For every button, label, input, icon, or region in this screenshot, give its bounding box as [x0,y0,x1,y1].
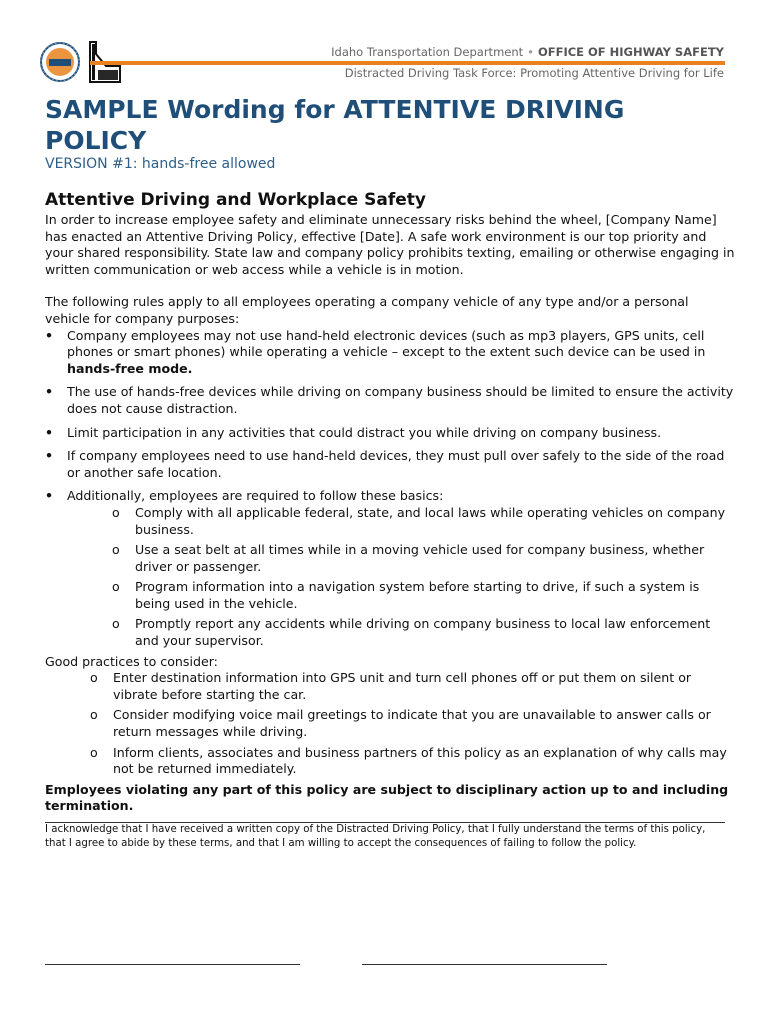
section-heading: Attentive Driving and Workplace Safety [45,190,426,210]
header-department-line [331,45,724,59]
good-practice-item: o Inform clients, associates and business partners of this policy as an explanation of why calls may not be returned immediately. [90,745,735,778]
rules-intro: The following rules apply to all employees operating a company vehicle of any type and/or a personal vehicle for company purposes: [45,294,689,326]
good-practices-label: Good practices to consider: [45,653,218,669]
rule-item: • If company employees need to use hand-held devices, they must pull over safely to the side of the road or another safe location. [45,448,735,481]
basics-item: o Comply with all applicable federal, state, and local laws while operating vehicles on company business. [112,505,735,538]
rule-text: Company employees may not use hand-held electronic devices (such as mp3 players, GPS units, cell phones or smart phones) while operating a vehicle – except to the extent such device can be used in [67,327,706,360]
policy-body [45,212,735,851]
header-accent-bar [90,61,725,65]
office-name: OFFICE OF HIGHWAY SAFETY [537,45,724,59]
page-header [0,0,770,90]
signature-line [45,964,300,965]
page-title: SAMPLE Wording for ATTENTIVE DRIVING POLICY [45,95,625,155]
rule-item: • Limit participation in any activities that could distract you while driving on company business. [45,425,735,442]
date-line [362,964,607,965]
rule-item [45,488,735,649]
basics-list [67,505,735,650]
basics-item: o Promptly report any accidents while driving on company business to local law enforcement and your supervisor. [112,616,735,649]
rule-text: Additionally, employees are required to follow these basics: [67,488,444,504]
department-name: Idaho Transportation Department [331,45,524,59]
good-practices-list [45,670,735,778]
header-separator: • [527,45,534,59]
itd-seal-logo-icon [41,43,79,81]
disciplinary-warning: Employees violating any part of this policy are subject to disciplinary action up to and including termination. [45,781,729,814]
acknowledgement-text: I acknowledge that I have received a written copy of the Distracted Driving Policy, that I fully understand the terms of this policy, that I agree to abide by these terms, and that I am willing to accept the consequences of failing to follow the policy. [45,824,706,849]
version-subtitle: VERSION #1: hands-free allowed [45,156,276,172]
basics-item: o Use a seat belt at all times while in a moving vehicle used for company business, whether driver or passenger. [112,542,735,575]
rule-item [45,328,735,378]
rules-list [45,328,735,650]
good-practice-item: o Enter destination information into GPS unit and turn cell phones off or put them on silent or vibrate before starting the car. [90,670,735,703]
rule-emphasis: hands-free mode. [67,360,193,376]
basics-item: o Program information into a navigation system before starting to drive, if such a system is being used in the vehicle. [112,579,735,612]
intro-paragraph: In order to increase employee safety and eliminate unnecessary risks behind the wheel, [Company Name] has enacted an Attentive Driving Policy, effective [Date]. A safe work environment is our top priority and your shared responsibility. State law and company policy prohibits texting, emailing or otherwise engaging in written communication or web access while a vehicle is in motion. [45,212,735,277]
rule-item: • The use of hands-free devices while driving on company business should be limited to ensure the activity does not cause distraction. [45,384,735,417]
header-tagline: Distracted Driving Task Force: Promoting Attentive Driving for Life [344,66,724,80]
good-practice-item: o Consider modifying voice mail greetings to indicate that you are unavailable to answer calls or return messages while driving. [90,707,735,740]
